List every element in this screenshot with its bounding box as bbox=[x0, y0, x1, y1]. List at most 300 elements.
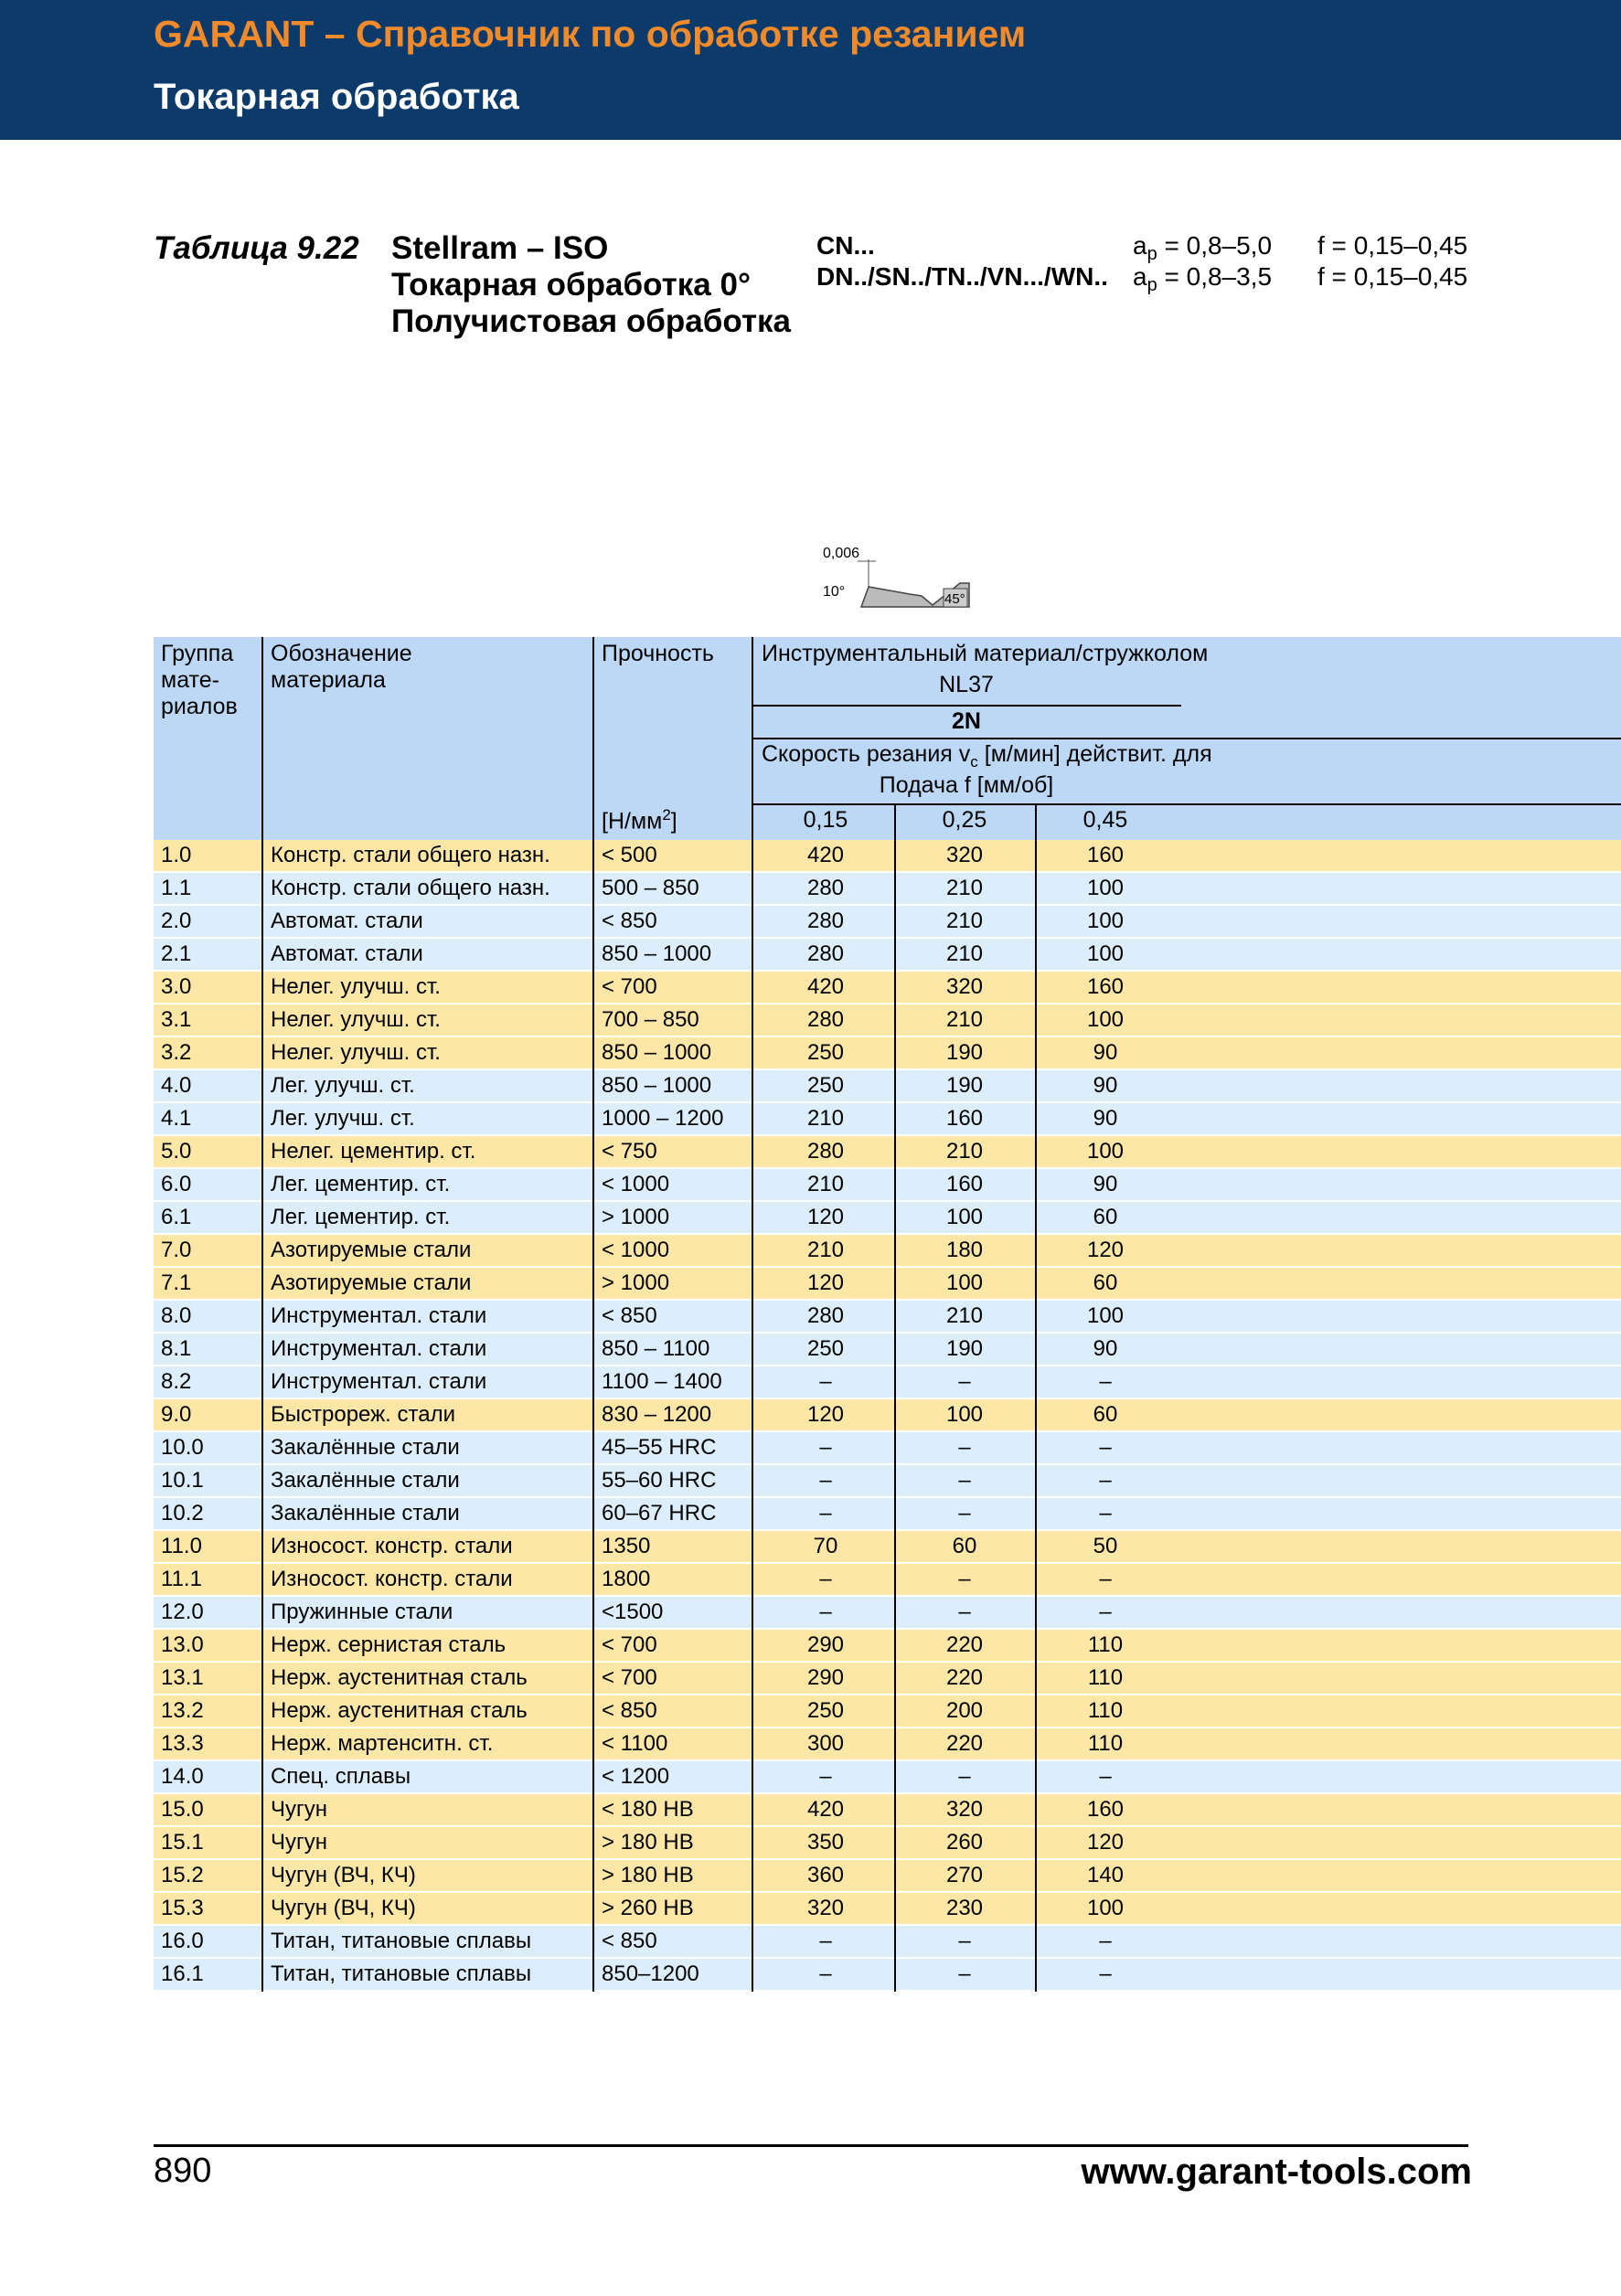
unit-text: [Н/мм bbox=[602, 808, 663, 834]
table-row bbox=[154, 1794, 1621, 1827]
strength-cell: <1500 bbox=[602, 1600, 664, 1624]
group-cell: 2.1 bbox=[161, 941, 192, 966]
table-row bbox=[154, 1136, 1621, 1169]
title-line: Токарная обработка 0° bbox=[391, 267, 751, 303]
strength-cell: 850 – 1100 bbox=[602, 1336, 710, 1361]
speed-cell: 210 bbox=[945, 1007, 984, 1032]
feed-value: 0,15 bbox=[803, 807, 848, 833]
strength-cell: 55–60 HRC bbox=[602, 1468, 717, 1493]
group-cell: 10.2 bbox=[161, 1501, 204, 1525]
strength-cell: 850 – 1000 bbox=[602, 1073, 712, 1098]
speed-cell: 90 bbox=[1093, 1172, 1118, 1196]
speed-cell: – bbox=[1099, 1435, 1112, 1460]
speed-cell: 100 bbox=[1086, 1139, 1125, 1164]
material-cell: Спец. сплавы bbox=[271, 1764, 411, 1789]
page-number: 890 bbox=[154, 2152, 212, 2190]
header-subtitle: Токарная обработка bbox=[154, 77, 519, 117]
table-number: Таблица 9.22 bbox=[154, 230, 359, 266]
speed-cell: 60 bbox=[1093, 1205, 1118, 1229]
group-cell: 4.0 bbox=[161, 1073, 192, 1098]
speed-cell: 300 bbox=[806, 1731, 845, 1756]
strength-cell: 1000 – 1200 bbox=[602, 1106, 724, 1131]
speed-cell: 210 bbox=[945, 909, 984, 933]
cutting-parameters bbox=[816, 230, 1493, 295]
material-cell: Инструментал. стали bbox=[271, 1336, 487, 1361]
param-row bbox=[816, 230, 1493, 264]
speed-cell: 280 bbox=[806, 1007, 845, 1032]
material-cell: Инструментал. стали bbox=[271, 1369, 487, 1394]
strength-cell: < 1200 bbox=[602, 1764, 670, 1789]
group-cell: 8.0 bbox=[161, 1303, 192, 1328]
speed-cell: 250 bbox=[806, 1073, 845, 1098]
speed-cell: – bbox=[819, 1501, 832, 1525]
strength-cell: > 180 HB bbox=[602, 1830, 694, 1855]
col-header-strength: Прочность bbox=[602, 641, 714, 666]
material-cell: Нерж. сернистая сталь bbox=[271, 1632, 507, 1657]
speed-cell: 260 bbox=[945, 1830, 984, 1855]
material-cell: Нелег. улучш. ст. bbox=[271, 974, 441, 999]
speed-cell: 250 bbox=[806, 1336, 845, 1361]
group-cell: 15.3 bbox=[161, 1896, 204, 1920]
speed-cell: 290 bbox=[806, 1665, 845, 1690]
material-cell: Лег. цементир. ст. bbox=[271, 1172, 451, 1196]
feed-label: Подача f [мм/об] bbox=[879, 772, 1054, 798]
strength-cell: 1100 – 1400 bbox=[602, 1369, 722, 1394]
table-row bbox=[154, 1531, 1621, 1564]
speed-cell: 220 bbox=[945, 1632, 984, 1657]
material-cell: Износост. констр. стали bbox=[271, 1567, 513, 1591]
table-row bbox=[154, 1366, 1621, 1399]
table-row bbox=[154, 1695, 1621, 1728]
speed-cell: 210 bbox=[806, 1238, 845, 1262]
ap-symbol: a bbox=[1133, 262, 1147, 291]
speed-cell: 290 bbox=[806, 1632, 845, 1657]
speed-cell: 60 bbox=[952, 1534, 977, 1558]
speed-cell: 320 bbox=[945, 1797, 984, 1822]
strength-cell: < 750 bbox=[602, 1139, 657, 1164]
table-row bbox=[154, 1169, 1621, 1202]
table-row bbox=[154, 1663, 1621, 1695]
table-row bbox=[154, 1564, 1621, 1597]
speed-cell: 280 bbox=[806, 1303, 845, 1328]
material-cell: Чугун bbox=[271, 1797, 328, 1822]
speed-cell: – bbox=[958, 1600, 971, 1624]
strength-cell: < 700 bbox=[602, 1665, 657, 1690]
material-cell: Автомат. стали bbox=[271, 909, 423, 933]
speed-text: Скорость резания v bbox=[762, 741, 971, 767]
speed-cell: 320 bbox=[945, 843, 984, 867]
group-cell: 16.1 bbox=[161, 1961, 204, 1986]
material-cell: Нерж. аустенитная сталь bbox=[271, 1665, 528, 1690]
group-cell: 7.0 bbox=[161, 1238, 192, 1262]
strength-cell: > 260 HB bbox=[602, 1896, 694, 1920]
speed-cell: 140 bbox=[1086, 1863, 1125, 1887]
speed-cell: 100 bbox=[1086, 941, 1125, 966]
speed-cell: – bbox=[1099, 1501, 1112, 1525]
speed-cell: 280 bbox=[806, 941, 845, 966]
group-cell: 4.1 bbox=[161, 1106, 192, 1131]
group-cell: 5.0 bbox=[161, 1139, 192, 1164]
speed-cell: – bbox=[958, 1369, 971, 1394]
speed-text: [м/мин] действит. для bbox=[977, 741, 1212, 767]
speed-cell: – bbox=[819, 1764, 832, 1789]
strength-cell: > 1000 bbox=[602, 1205, 670, 1229]
speed-cell: – bbox=[958, 1929, 971, 1953]
group-cell: 13.0 bbox=[161, 1632, 204, 1657]
strength-cell: 830 – 1200 bbox=[602, 1402, 712, 1427]
group-header-line: Группа bbox=[161, 641, 234, 666]
speed-cell: – bbox=[819, 1435, 832, 1460]
speed-cell: 280 bbox=[806, 876, 845, 900]
table-row bbox=[154, 1235, 1621, 1268]
geom-dim: 0,006 bbox=[823, 546, 860, 561]
material-cell: Чугун bbox=[271, 1830, 328, 1855]
speed-cell: 220 bbox=[945, 1665, 984, 1690]
strength-cell: < 700 bbox=[602, 974, 657, 999]
speed-cell: – bbox=[819, 1369, 832, 1394]
strength-unit bbox=[602, 802, 677, 834]
strength-cell: > 1000 bbox=[602, 1270, 670, 1295]
speed-cell: 210 bbox=[806, 1172, 845, 1196]
table-row bbox=[154, 906, 1621, 939]
speed-cell: 110 bbox=[1087, 1632, 1124, 1657]
material-cell: Нерж. мартенситн. ст. bbox=[271, 1731, 494, 1756]
speed-label bbox=[762, 741, 1212, 775]
page-header bbox=[0, 0, 1621, 140]
param-row bbox=[816, 261, 1493, 295]
material-cell: Лег. цементир. ст. bbox=[271, 1205, 451, 1229]
material-cell: Инструментал. стали bbox=[271, 1303, 487, 1328]
speed-cell: – bbox=[1099, 1468, 1112, 1493]
strength-cell: < 1000 bbox=[602, 1172, 670, 1196]
strength-cell: 45–55 HRC bbox=[602, 1435, 717, 1460]
strength-cell: 850 – 1000 bbox=[602, 941, 712, 966]
table-row bbox=[154, 939, 1621, 972]
speed-cell: 100 bbox=[1086, 1007, 1125, 1032]
group-cell: 11.1 bbox=[161, 1567, 202, 1591]
table-row bbox=[154, 1761, 1621, 1794]
material-cell: Титан, титановые сплавы bbox=[271, 1961, 532, 1986]
table-body bbox=[154, 840, 1621, 1992]
material-cell: Констр. стали общего назн. bbox=[271, 843, 550, 867]
group-cell: 3.1 bbox=[161, 1007, 192, 1032]
strength-cell: < 500 bbox=[602, 843, 657, 867]
group-cell: 1.0 bbox=[161, 843, 192, 867]
speed-cell: – bbox=[819, 1961, 832, 1986]
material-cell: Закалённые стали bbox=[271, 1435, 460, 1460]
strength-cell: < 180 HB bbox=[602, 1797, 694, 1822]
material-cell: Азотируемые стали bbox=[271, 1238, 472, 1262]
group-cell: 10.1 bbox=[161, 1468, 204, 1493]
strength-cell: > 180 HB bbox=[602, 1863, 694, 1887]
speed-cell: – bbox=[958, 1961, 971, 1986]
table-row bbox=[154, 1432, 1621, 1465]
speed-cell: – bbox=[819, 1929, 832, 1953]
speed-cell: 90 bbox=[1093, 1073, 1118, 1098]
group-cell: 3.0 bbox=[161, 974, 192, 999]
title-line: Получистовая обработка bbox=[391, 303, 792, 339]
table-row bbox=[154, 1893, 1621, 1926]
material-cell: Быстрореж. стали bbox=[271, 1402, 455, 1427]
speed-cell: 210 bbox=[806, 1106, 845, 1131]
material-cell: Износост. констр. стали bbox=[271, 1534, 513, 1558]
material-cell: Констр. стали общего назн. bbox=[271, 876, 550, 900]
table-row bbox=[154, 1070, 1621, 1103]
speed-cell: 420 bbox=[806, 843, 845, 867]
speed-cell: – bbox=[958, 1435, 971, 1460]
table-row bbox=[154, 873, 1621, 906]
strength-cell: 850–1200 bbox=[602, 1961, 699, 1986]
table-row bbox=[154, 1630, 1621, 1663]
col-header-group bbox=[161, 641, 238, 720]
group-cell: 13.3 bbox=[161, 1731, 204, 1756]
ap-sub: p bbox=[1146, 275, 1157, 295]
speed-sub: c bbox=[970, 753, 978, 771]
material-cell: Нелег. улучш. ст. bbox=[271, 1007, 441, 1032]
speed-cell: 60 bbox=[1093, 1402, 1118, 1427]
speed-cell: 120 bbox=[806, 1270, 845, 1295]
table-title bbox=[391, 230, 791, 340]
col-header-designation bbox=[271, 641, 412, 694]
ap-symbol: a bbox=[1133, 231, 1147, 260]
material-cell: Чугун (ВЧ, КЧ) bbox=[271, 1863, 416, 1887]
table-row bbox=[154, 1959, 1621, 1992]
speed-cell: 280 bbox=[806, 1139, 845, 1164]
group-cell: 8.1 bbox=[161, 1336, 192, 1361]
strength-cell: < 700 bbox=[602, 1632, 657, 1657]
group-cell: 11.0 bbox=[161, 1534, 202, 1558]
speed-cell: 70 bbox=[813, 1534, 838, 1558]
group-header-line: мате- bbox=[161, 667, 219, 693]
speed-cell: 160 bbox=[945, 1106, 984, 1131]
strength-cell: < 850 bbox=[602, 1929, 657, 1953]
feed-value: 0,25 bbox=[942, 807, 987, 833]
speed-cell: 120 bbox=[1086, 1830, 1125, 1855]
speed-cell: 100 bbox=[945, 1205, 984, 1229]
group-cell: 9.0 bbox=[161, 1402, 192, 1427]
speed-cell: 160 bbox=[1086, 1797, 1125, 1822]
ap-sub: p bbox=[1146, 244, 1157, 264]
website-url: www.garant-tools.com bbox=[1081, 2152, 1472, 2192]
material-cell: Закалённые стали bbox=[271, 1501, 460, 1525]
speed-cell: 90 bbox=[1093, 1336, 1118, 1361]
speed-cell: 90 bbox=[1093, 1040, 1118, 1065]
group-cell: 15.2 bbox=[161, 1863, 204, 1887]
speed-cell: 100 bbox=[945, 1270, 984, 1295]
material-cell: Титан, титановые сплавы bbox=[271, 1929, 532, 1953]
speed-cell: 160 bbox=[1086, 974, 1125, 999]
table-header bbox=[154, 637, 1621, 840]
strength-cell: 500 – 850 bbox=[602, 876, 699, 900]
speed-cell: – bbox=[1099, 1929, 1112, 1953]
speed-cell: 120 bbox=[806, 1402, 845, 1427]
material-cell: Азотируемые стали bbox=[271, 1270, 472, 1295]
group-cell: 2.0 bbox=[161, 909, 192, 933]
group-cell: 14.0 bbox=[161, 1764, 204, 1789]
strength-cell: 60–67 HRC bbox=[602, 1501, 717, 1525]
table-row bbox=[154, 1860, 1621, 1893]
speed-cell: 270 bbox=[945, 1863, 984, 1887]
material-cell: Пружинные стали bbox=[271, 1600, 453, 1624]
speed-cell: 160 bbox=[1086, 843, 1125, 867]
speed-cell: 90 bbox=[1093, 1106, 1118, 1131]
strength-cell: < 850 bbox=[602, 909, 657, 933]
strength-cell: < 1000 bbox=[602, 1238, 670, 1262]
strength-cell: 850 – 1000 bbox=[602, 1040, 712, 1065]
chipbreaker-geometry-icon bbox=[814, 541, 987, 623]
speed-cell: 190 bbox=[945, 1336, 984, 1361]
cutting-data-table bbox=[154, 637, 1621, 1992]
speed-cell: 210 bbox=[945, 876, 984, 900]
group-cell: 1.1 bbox=[161, 876, 192, 900]
speed-cell: – bbox=[1099, 1764, 1112, 1789]
material-cell: Автомат. стали bbox=[271, 941, 423, 966]
group-cell: 15.1 bbox=[161, 1830, 204, 1855]
speed-cell: 110 bbox=[1087, 1698, 1124, 1723]
speed-cell: 190 bbox=[945, 1073, 984, 1098]
speed-cell: 210 bbox=[945, 1303, 984, 1328]
group-cell: 3.2 bbox=[161, 1040, 192, 1065]
speed-cell: 190 bbox=[945, 1040, 984, 1065]
insert-type: CN... bbox=[816, 231, 875, 260]
table-row bbox=[154, 1498, 1621, 1531]
speed-cell: 120 bbox=[806, 1205, 845, 1229]
speed-cell: 420 bbox=[806, 1797, 845, 1822]
speed-cell: 320 bbox=[806, 1896, 845, 1920]
speed-cell: – bbox=[1099, 1961, 1112, 1986]
table-row bbox=[154, 1334, 1621, 1366]
strength-cell: 700 – 850 bbox=[602, 1007, 699, 1032]
strength-cell: < 850 bbox=[602, 1698, 657, 1723]
geom-angle2: 45° bbox=[944, 591, 965, 607]
grade-label: NL37 bbox=[939, 672, 994, 697]
table-row bbox=[154, 840, 1621, 873]
speed-cell: 100 bbox=[1086, 1303, 1125, 1328]
strength-cell: 1800 bbox=[602, 1567, 651, 1591]
table-row bbox=[154, 1465, 1621, 1498]
table-row bbox=[154, 1926, 1621, 1959]
table-row bbox=[154, 1728, 1621, 1761]
strength-cell: < 850 bbox=[602, 1303, 657, 1328]
group-cell: 16.0 bbox=[161, 1929, 204, 1953]
speed-cell: – bbox=[958, 1468, 971, 1493]
table-row bbox=[154, 1103, 1621, 1136]
material-cell: Лег. улучш. ст. bbox=[271, 1073, 415, 1098]
speed-cell: – bbox=[1099, 1567, 1112, 1591]
table-row bbox=[154, 1202, 1621, 1235]
speed-cell: 280 bbox=[806, 909, 845, 933]
group-cell: 6.0 bbox=[161, 1172, 192, 1196]
strength-cell: 1350 bbox=[602, 1534, 651, 1558]
speed-cell: – bbox=[819, 1567, 832, 1591]
speed-cell: – bbox=[1099, 1600, 1112, 1624]
speed-cell: 120 bbox=[1086, 1238, 1125, 1262]
group-cell: 6.1 bbox=[161, 1205, 192, 1229]
feed-range: f = 0,15–0,45 bbox=[1317, 262, 1468, 291]
table-row bbox=[154, 1399, 1621, 1432]
speed-cell: 350 bbox=[806, 1830, 845, 1855]
speed-cell: – bbox=[958, 1567, 971, 1591]
table-row bbox=[154, 1004, 1621, 1037]
speed-cell: 250 bbox=[806, 1040, 845, 1065]
title-line: Stellram – ISO bbox=[391, 230, 609, 266]
group-cell: 10.0 bbox=[161, 1435, 204, 1460]
material-cell: Нерж. аустенитная сталь bbox=[271, 1698, 528, 1723]
speed-cell: 110 bbox=[1087, 1665, 1124, 1690]
speed-cell: 100 bbox=[1086, 909, 1125, 933]
ap-value: = 0,8–3,5 bbox=[1164, 262, 1273, 291]
speed-cell: – bbox=[819, 1468, 832, 1493]
group-cell: 15.0 bbox=[161, 1797, 204, 1822]
table-row bbox=[154, 1827, 1621, 1860]
group-header-line: риалов bbox=[161, 694, 238, 719]
material-cell: Чугун (ВЧ, КЧ) bbox=[271, 1896, 416, 1920]
speed-cell: 100 bbox=[1086, 1896, 1125, 1920]
footer-divider bbox=[154, 2144, 1468, 2147]
material-cell: Нелег. улучш. ст. bbox=[271, 1040, 441, 1065]
speed-cell: 210 bbox=[945, 941, 984, 966]
feed-value: 0,45 bbox=[1082, 807, 1128, 833]
feed-range: f = 0,15–0,45 bbox=[1317, 231, 1468, 260]
group-cell: 7.1 bbox=[161, 1270, 192, 1295]
material-cell: Нелег. цементир. ст. bbox=[271, 1139, 476, 1164]
designation-header-line: Обозначение bbox=[271, 641, 412, 666]
speed-cell: 210 bbox=[945, 1139, 984, 1164]
speed-cell: 100 bbox=[1086, 876, 1125, 900]
speed-cell: 50 bbox=[1093, 1534, 1118, 1558]
speed-cell: 320 bbox=[945, 974, 984, 999]
table-row bbox=[154, 1301, 1621, 1334]
group-cell: 12.0 bbox=[161, 1600, 204, 1624]
speed-cell: 360 bbox=[806, 1863, 845, 1887]
speed-cell: 200 bbox=[945, 1698, 984, 1723]
table-row bbox=[154, 1597, 1621, 1630]
depth-of-cut bbox=[1133, 261, 1272, 301]
speed-cell: 230 bbox=[945, 1896, 984, 1920]
unit-text: ] bbox=[670, 808, 677, 834]
speed-cell: – bbox=[958, 1764, 971, 1789]
table-row bbox=[154, 1268, 1621, 1301]
speed-cell: 110 bbox=[1087, 1731, 1124, 1756]
speed-cell: 420 bbox=[806, 974, 845, 999]
geom-angle1: 10° bbox=[823, 584, 846, 600]
speed-cell: 100 bbox=[945, 1402, 984, 1427]
col-header-tool-material: Инструментальный материал/стружколом bbox=[762, 641, 1209, 666]
designation-header-line: материала bbox=[271, 667, 386, 693]
speed-cell: – bbox=[958, 1501, 971, 1525]
speed-cell: 250 bbox=[806, 1698, 845, 1723]
speed-cell: – bbox=[1099, 1369, 1112, 1394]
chipbreaker-label: 2N bbox=[952, 708, 981, 734]
speed-cell: 180 bbox=[945, 1238, 984, 1262]
speed-cell: 60 bbox=[1093, 1270, 1118, 1295]
table-row bbox=[154, 1037, 1621, 1070]
group-cell: 13.1 bbox=[161, 1665, 204, 1690]
header-title: GARANT – Справочник по обработке резанием bbox=[154, 13, 1027, 55]
material-cell: Закалённые стали bbox=[271, 1468, 460, 1493]
material-cell: Лег. улучш. ст. bbox=[271, 1106, 415, 1131]
speed-cell: – bbox=[819, 1600, 832, 1624]
unit-sup: 2 bbox=[662, 806, 671, 824]
strength-cell: < 1100 bbox=[602, 1731, 668, 1756]
speed-cell: 160 bbox=[945, 1172, 984, 1196]
group-cell: 13.2 bbox=[161, 1698, 204, 1723]
ap-value: = 0,8–5,0 bbox=[1164, 231, 1273, 260]
table-row bbox=[154, 972, 1621, 1004]
group-cell: 8.2 bbox=[161, 1369, 192, 1394]
insert-type: DN../SN../TN../VN.../WN.. bbox=[816, 262, 1108, 291]
speed-cell: 220 bbox=[945, 1731, 984, 1756]
